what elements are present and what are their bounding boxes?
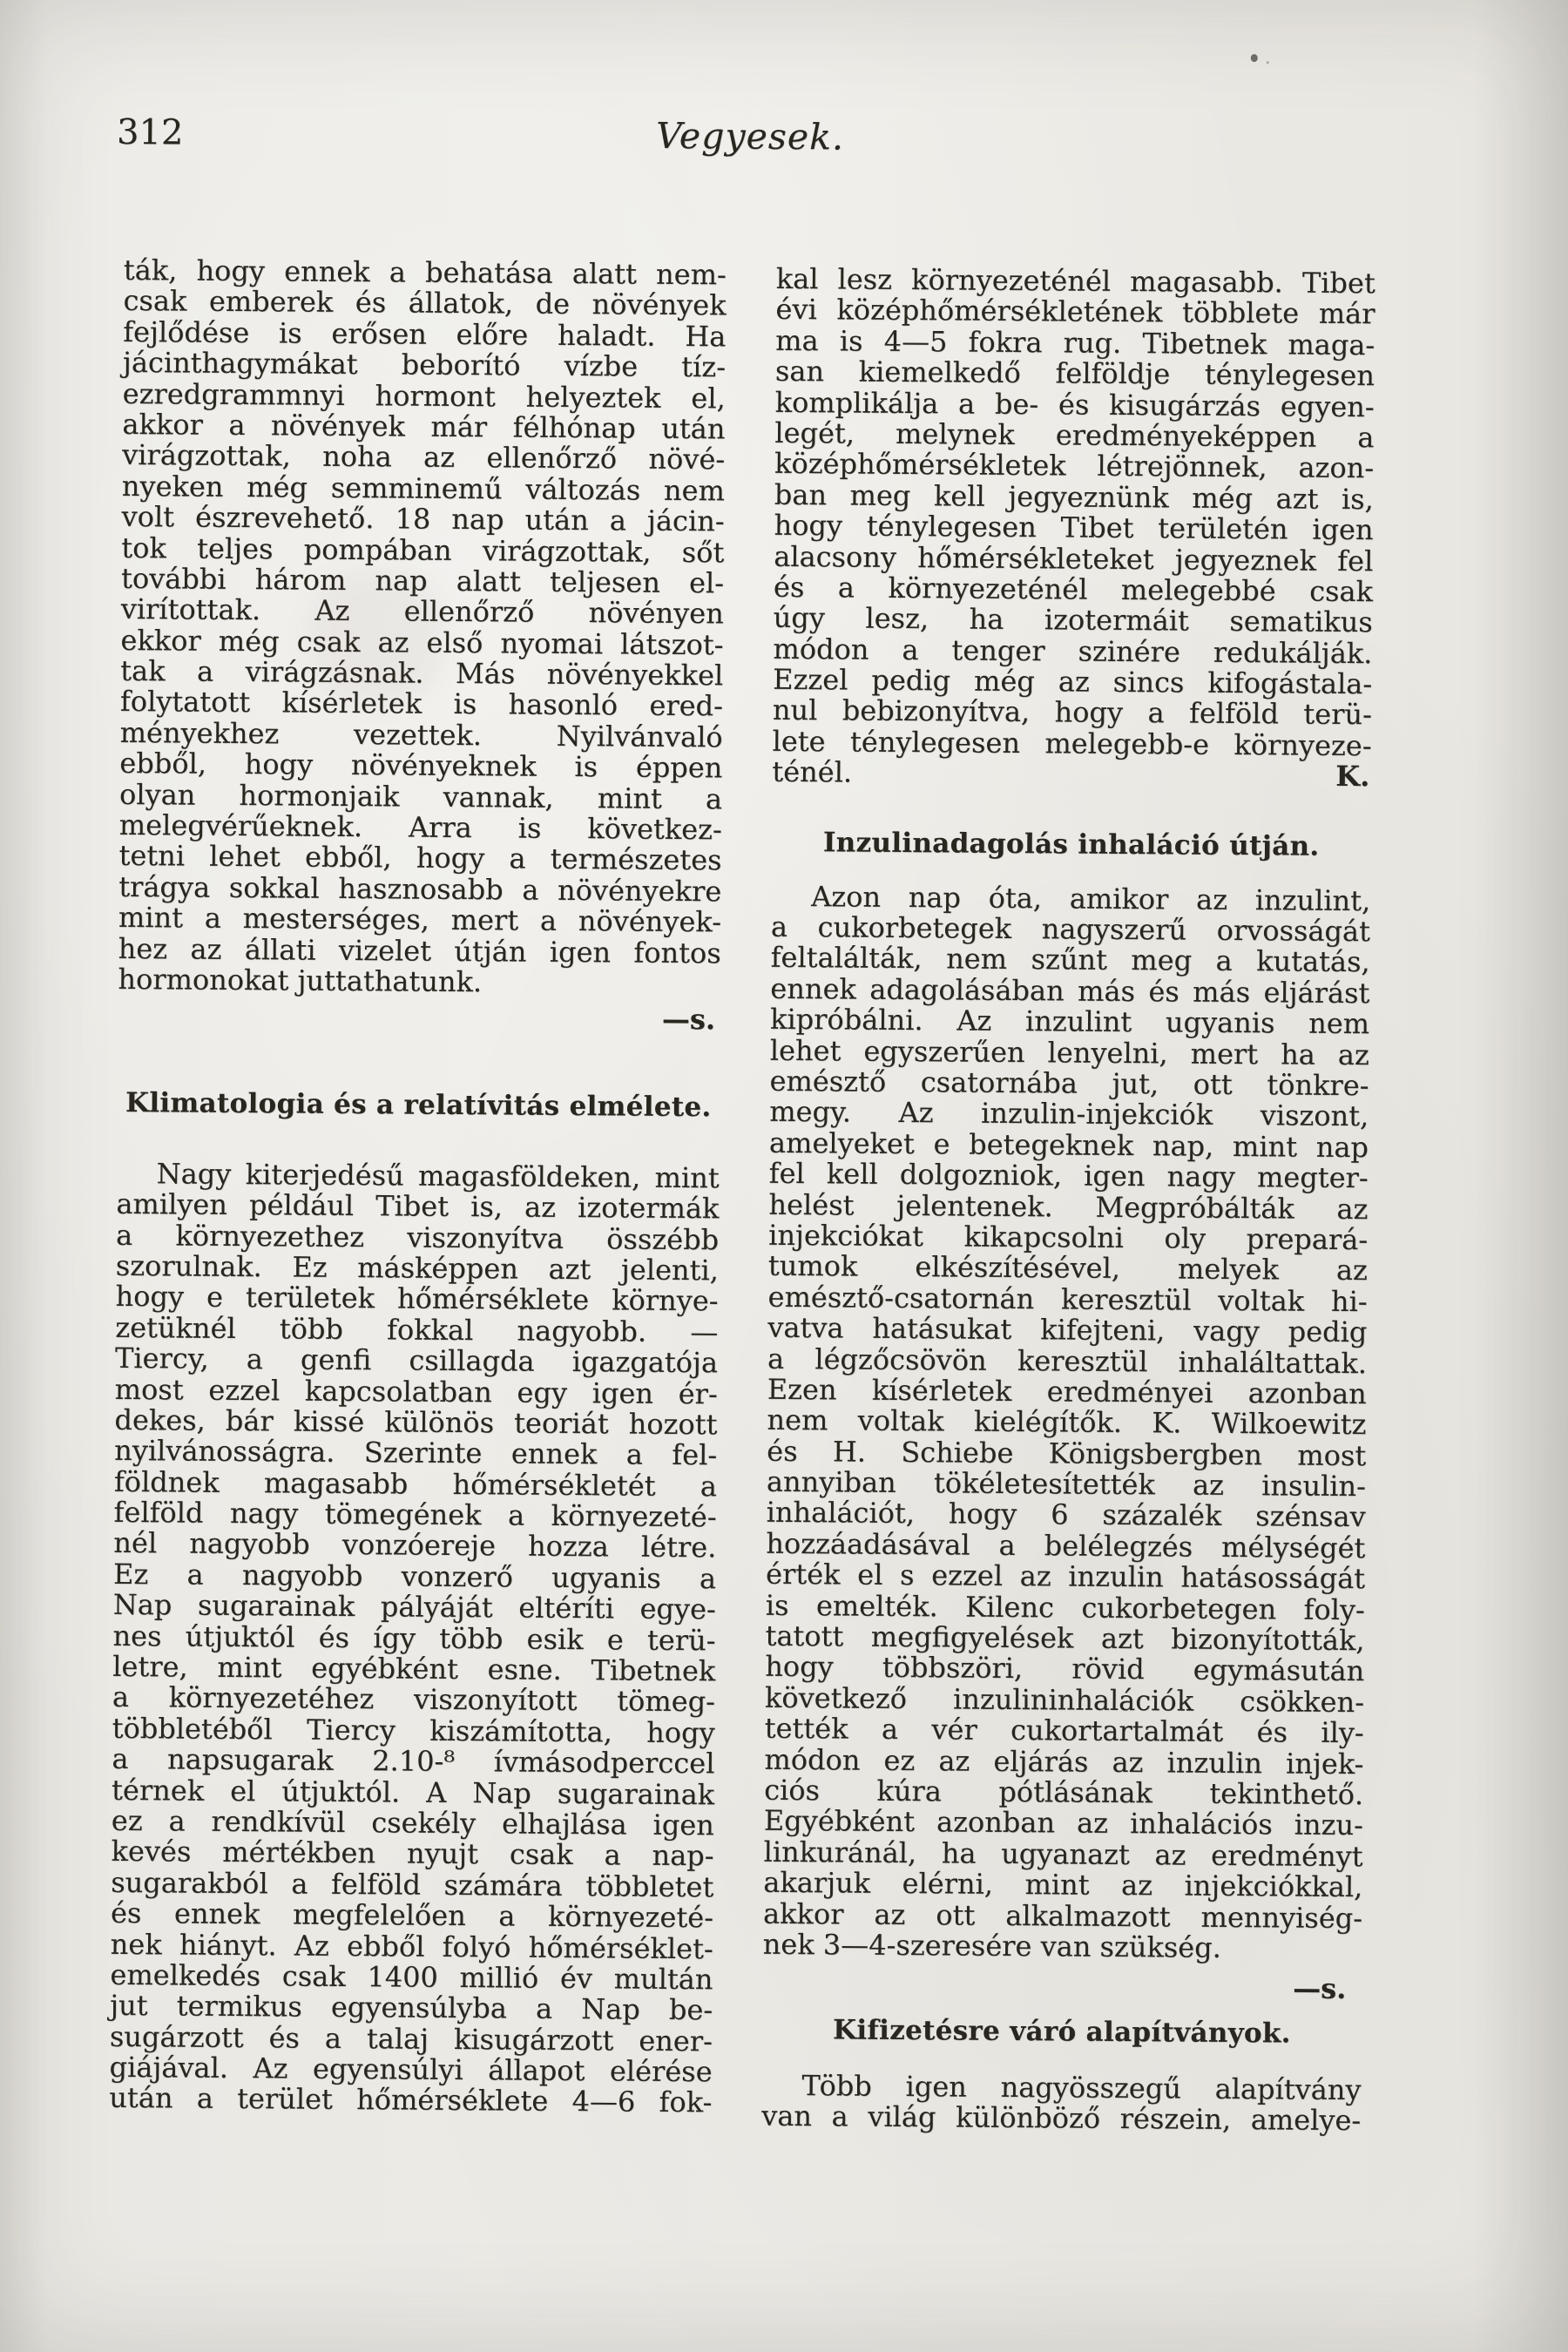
text-line: ezredgrammnyi hormont helyeztek el,: [122, 376, 726, 415]
text-line: ma is 4—5 fokra rug. Tibetnek maga-: [775, 323, 1375, 362]
text-line: évi középhőmérsékletének többlete már: [775, 293, 1375, 331]
page-number: 312: [116, 112, 184, 153]
text-line: sugarakból a felföld számára többletet: [111, 1865, 714, 1904]
text-line: giájával. Az egyensúlyi állapot elérése: [109, 2050, 713, 2089]
text-line: akkor a növények már félhónap után: [122, 407, 726, 446]
text-line: mint a mesterséges, mert a növények-: [118, 901, 722, 939]
text-line: nem voltak kielégítők. K. Wilkoewitz: [767, 1403, 1367, 1442]
text-line: van a világ különböző részein, amelye-: [761, 2099, 1362, 2138]
last-text-line: [772, 757, 1371, 793]
text-line: a napsugarak 2.10-⁸ ívmásodperccel: [112, 1742, 715, 1781]
text-line: megy. Az inzulin-injekciók viszont,: [769, 1095, 1369, 1133]
scan-smudge: [310, 572, 442, 704]
first-text-line: Több igen nagyösszegű alapítvány: [801, 2068, 1362, 2106]
last-text-line: hormonokat juttathatunk.: [118, 962, 483, 999]
text-line: ez a rendkívül csekély elhajlása igen: [111, 1803, 714, 1842]
text-line: ekkor még csak az első nyomai látszot-: [120, 623, 724, 662]
left-column: [109, 255, 727, 2119]
text-line: akarjuk elérni, mint az injekciókkal,: [763, 1865, 1363, 1904]
text-line: jácinthagymákat beborító vízbe tíz-: [122, 346, 727, 384]
text-line: további három nap alatt teljesen el-: [120, 561, 725, 600]
paragraph-lines: [762, 909, 1371, 1935]
text-line: linkuránál, ha ugyanazt az eredményt: [763, 1835, 1363, 1873]
text-line: trágya sokkal hasznosabb a növényekre: [118, 869, 722, 909]
text-line: virítottak. Az ellenőrző növényen: [120, 592, 724, 631]
text-line: inhalációt, hogy 6 százalék szénsav: [766, 1496, 1366, 1534]
text-line: Ez a nagyobb vonzerő ugyanis a: [112, 1557, 717, 1596]
text-line: a környezetéhez viszonyított tömeg-: [112, 1680, 716, 1719]
paragraph: [761, 2070, 1362, 2136]
section-heading: Klimatologia és a relatívitás elmélete.: [125, 1086, 712, 1124]
text-line: emésztő csatornába jut, ott tönkre-: [769, 1064, 1369, 1103]
text-line: Ezzel pedig még az sincs kifogástala-: [773, 662, 1373, 701]
text-line: következő inzulininhalációk csökken-: [764, 1680, 1365, 1719]
section-heading: Kifizetésre váró alapítványok.: [832, 2014, 1291, 2050]
author-signature: —s.: [1293, 1971, 1347, 2006]
text-line: nul bebizonyítva, hogy a felföld terü-: [772, 693, 1373, 732]
paragraph: [772, 261, 1375, 794]
text-line: folytatott kísérletek is hasonló ered-: [119, 685, 724, 723]
text-line: amelyeket e betegeknek nap, mint nap: [768, 1125, 1369, 1164]
text-line: legét, melynek eredményeképpen a: [774, 416, 1375, 455]
text-line: san kiemelkedő felföldje ténylegesen: [774, 354, 1375, 393]
text-line: tok teljes pompában virágzottak, sőt: [121, 531, 725, 569]
text-line: és H. Schiebe Königsbergben most: [767, 1434, 1367, 1472]
text-line: lehet egyszerűen lenyelni, mert ha az: [769, 1033, 1369, 1071]
text-line: virágzottak, noha az ellenőrző növé-: [122, 438, 726, 476]
text-line: melegvérűeknek. Arra is következ-: [118, 808, 722, 847]
text-line: injekciókat kikapcsolni oly prepará-: [768, 1218, 1369, 1257]
text-line: a környezethez viszonyítva összébb: [115, 1218, 720, 1256]
right-column: [761, 261, 1375, 2138]
text-line: úgy lesz, ha izotermáit sematikus: [773, 601, 1373, 639]
paragraph-lines: [109, 1189, 719, 2119]
section-heading: Inzulinadagolás inhaláció útján.: [822, 826, 1320, 862]
text-line: ban meg kell jegyeznünk még azt is,: [774, 477, 1374, 516]
text-line: érték el s ezzel az inzulin hatásosságát: [765, 1558, 1366, 1596]
author-signature: K.: [1335, 760, 1370, 794]
text-line: csak emberek és állatok, de növények: [123, 284, 727, 322]
text-line: ebből, hogy növényeknek is éppen: [119, 747, 723, 785]
text-line: akkor az ott alkalmazott mennyiség-: [762, 1896, 1363, 1935]
text-line: hogy e területek hőmérséklete környe-: [115, 1280, 719, 1318]
text-line: volt észrevehető. 18 nap után a jácin-: [121, 500, 725, 538]
text-line: emelkedés csak 1400 millió év multán: [110, 1957, 713, 1997]
paragraph: [763, 881, 1371, 1964]
text-line: kipróbálni. Az inzulint ugyanis nem: [769, 1002, 1370, 1041]
text-line: annyiban tökéletesítették az insulin-: [766, 1464, 1367, 1504]
text-line: tették a vér cukortartalmát és ily-: [764, 1711, 1364, 1750]
text-line: után a terület hőmérséklete 4—6 fok-: [109, 2081, 713, 2119]
text-line: térnek el útjuktól. A Nap sugarainak: [111, 1773, 715, 1811]
text-line: letre, mint egyébként esne. Tibetnek: [112, 1649, 716, 1688]
text-line: tatott megfigyelések azt bizonyították,: [765, 1619, 1365, 1658]
text-line: emésztő-csatornán keresztül voltak hi-: [767, 1280, 1368, 1318]
text-line: jut termikus egyensúlyba a Nap be-: [110, 1989, 713, 2027]
text-line: kal lesz környezeténél magasabb. Tibet: [775, 261, 1375, 301]
text-line: alacsony hőmérsékleteket jegyeznek fel: [774, 539, 1374, 578]
ink-speck: [1267, 61, 1269, 64]
author-signature: —s.: [661, 1003, 716, 1037]
text-line: szorulnak. Ez másképpen azt jelenti,: [115, 1248, 719, 1288]
first-text-line: Nagy kiterjedésű magasföldeken, mint: [156, 1157, 720, 1195]
text-line: most ezzel kapcsolatban egy igen ér-: [114, 1372, 718, 1410]
text-line: Ezen kísérletek eredményei azonban: [767, 1372, 1367, 1411]
text-line: hozzáadásával a belélegzés mélységét: [766, 1526, 1366, 1565]
paragraph-lines: [772, 261, 1375, 763]
text-line: hogy többszöri, rövid egymásután: [765, 1650, 1365, 1688]
text-line: módon ez az eljárás az inzulin injek-: [764, 1742, 1364, 1781]
text-line: a cukorbetegek nagyszerű orvosságát: [770, 909, 1371, 949]
text-line: zetüknél több fokkal nagyobb. —: [115, 1310, 719, 1349]
text-line: Egyébként azonban az inhalációs inzu-: [763, 1804, 1364, 1842]
text-line: nes útjuktól és így több esik e terü-: [112, 1619, 716, 1657]
text-line: felföld nagy tömegének a környezeté-: [113, 1495, 717, 1534]
text-line: nek hiányt. Az ebből folyó hőmérséklet-: [110, 1927, 713, 1965]
last-line-text: ténél.: [772, 755, 853, 789]
text-line: olyan hormonjaik vannak, mint a: [118, 777, 723, 815]
text-line: ciós kúra pótlásának tekinthető.: [764, 1773, 1364, 1812]
text-line: ményekhez vezettek. Nyilvánvaló: [119, 715, 723, 754]
paragraph: [109, 1159, 720, 2119]
running-header: Vegyesek.: [655, 114, 845, 159]
text-line: hez az állati vizelet útján igen fontos: [118, 931, 721, 970]
text-line: kevés mértékben nyujt csak a nap-: [111, 1835, 714, 1873]
text-line: nyilvánosságra. Szerinte ennek a fel-: [114, 1434, 718, 1472]
text-line: módon a tenger szinére redukálják.: [773, 632, 1373, 670]
text-line: amilyen például Tibet is, az izotermák: [116, 1187, 720, 1226]
text-line: a légzőcsövön keresztül inhaláltattak.: [767, 1342, 1368, 1380]
text-line: ennek adagolásában más és más eljárást: [770, 971, 1370, 1010]
text-line: tak a virágzásnak. Más növényekkel: [120, 654, 724, 693]
text-line: helést jelentenek. Megpróbálták az: [768, 1187, 1369, 1226]
text-line: is emelték. Kilenc cukorbetegen foly-: [765, 1588, 1365, 1626]
text-line: fel kell dolgozniok, igen nagy megter-: [768, 1156, 1369, 1195]
text-line: lete ténylegesen melegebb-e környeze-: [772, 724, 1372, 763]
text-line: és a környezeténél melegebbé csak: [773, 570, 1374, 609]
text-line: Nap sugarainak pályáját eltéríti egye-: [112, 1588, 716, 1626]
text-line: hogy ténylegesen Tibet területén igen: [774, 508, 1374, 547]
text-line: sugárzott és a talaj kisugárzott ener-: [109, 2019, 713, 2058]
text-line: fejlődése is erősen előre haladt. Ha: [123, 314, 727, 354]
text-line: dekes, bár kissé különös teoriát hozott: [114, 1402, 718, 1442]
last-text-line: nek 3—4-szeresére van szükség.: [762, 1927, 1221, 1964]
text-line: nyeken még semminemű változás nem: [121, 469, 726, 508]
text-line: földnek magasabb hőmérsékletét a: [113, 1464, 718, 1503]
text-line: ták, hogy ennek a behatása alatt nem-: [123, 253, 727, 292]
ink-speck: [1251, 54, 1258, 62]
text-line: középhőmérsékletek létrejönnek, azon-: [774, 447, 1375, 485]
text-line: komplikálja a be- és kisugárzás egyen-: [774, 385, 1375, 423]
text-line: többletéből Tiercy kiszámította, hogy: [112, 1711, 715, 1750]
text-line: vatva hatásukat kifejteni, vagy pedig: [767, 1310, 1368, 1349]
text-line: tetni lehet ebből, hogy a természetes: [118, 839, 722, 877]
text-line: nél nagyobb vonzóereje hozza létre.: [113, 1526, 717, 1565]
text-line: feltalálták, nem szűnt meg a kutatás,: [770, 941, 1370, 979]
text-line: és ennek megfelelően a környezeté-: [110, 1896, 714, 1935]
text-line: Tiercy, a genfi csillagda igazgatója: [114, 1342, 719, 1380]
text-line: tumok elkészítésével, melyek az: [767, 1249, 1369, 1288]
first-text-line: Azon nap óta, amikor az inzulint,: [811, 879, 1371, 917]
paragraph-lines: [761, 2101, 1361, 2137]
